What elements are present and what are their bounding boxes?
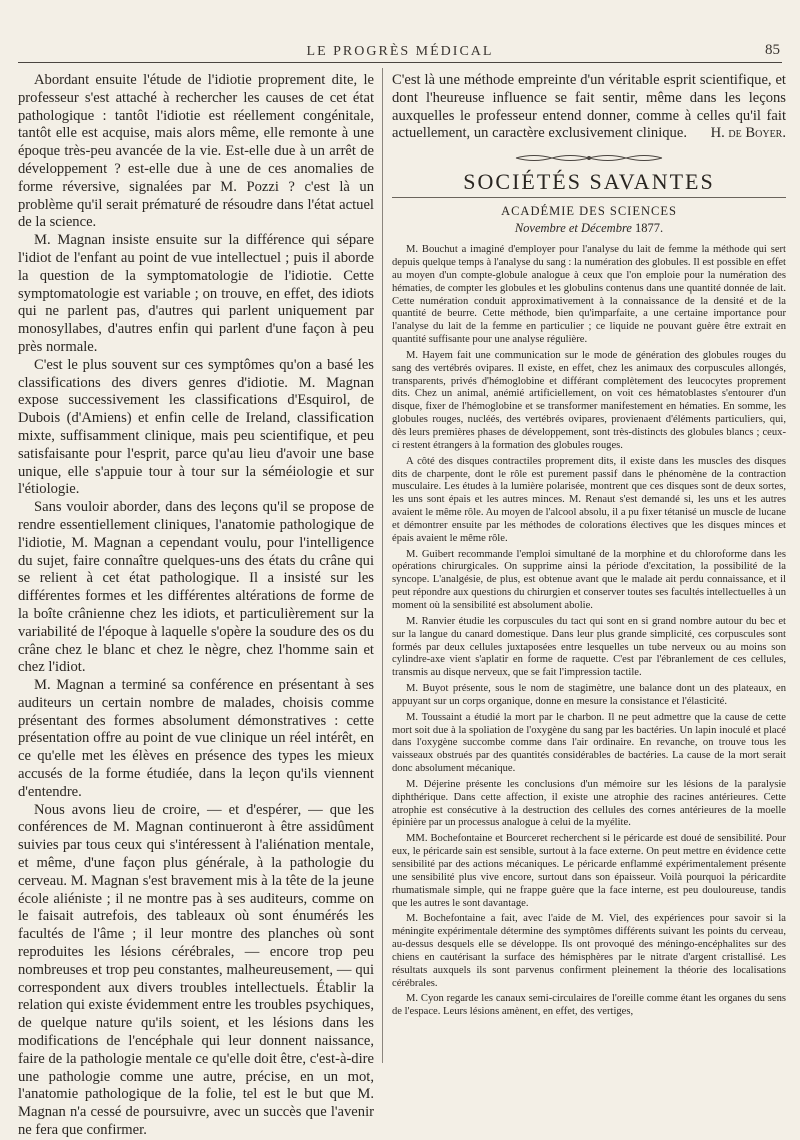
left-column: [18, 72, 374, 1139]
subsection-title: ACADÉMIE DES SCIENCES: [501, 204, 677, 219]
report-paragraph: M. Guibert recommande l'emploi simultané de la morphine et du chloroforme dans les opérations chirurgicales. On supprime ainsi la période d'excitation, la possibilité de la syncope. L'analgésie, de plus, est obtenue avant que le malade ait perdu connaissance, et il peut répondre aux questions du chirurgien et conserver toutes ses facultés intellectuelles à un moment où la sensibilité est absolument abolie.: [392, 548, 786, 611]
report-paragraph: MM. Bochefontaine et Bourceret recherchent si le péricarde est doué de sensibilité. Pour eux, le péricarde sain est sensible, surtout à la face externe. On peut mettre en évidence cette sensibilité par des actions mécaniques. Le péricarde enflammé expérimentalement présente une sensibilité plus vive encore, surtout dans son épaisseur. Voilà pourquoi la péricardite rhumatismale simple, qui ne frappe guère que la face interne, est peu douloureuse, tandis que les autres le sont davantage.: [392, 833, 786, 909]
date-line: [392, 221, 786, 236]
report-paragraph: M. Déjerine présente les conclusions d'un mémoire sur les lésions de la paralysie diphthérique. Dans cette affection, il existe une atrophie des racines antérieures. Cette atrophie est consécutive à la destruction des cellules des cornes antérieures de la moelle épinière par un processus analogue à celui de la myélite.: [392, 778, 786, 829]
right-column: [392, 72, 786, 1062]
running-title: LE PROGRÈS MÉDICAL: [306, 44, 494, 59]
left-paragraph: Sans vouloir aborder, dans des leçons qu'il se propose de rendre essentiellement cliniques, l'anatomie pathologique de l'idiotie, M. Magnan a cependant voulu, pour l'intelligence du sujet, faire connaître quelques-uns des états du crâne qui se relient à cet état pathologique. Il a insisté sur les différentes formes et les différentes altérations de forme de la boîte crânienne chez les idiots, et particulièrement sur la variabilité de l'époque à laquelle s'opère la soudure des os du crâne chez le blanc et chez le nègre, chez l'homme sain et chez l'idiot.: [18, 499, 374, 676]
section-title: SOCIÉTÉS SAVANTES: [392, 169, 786, 198]
report-paragraph: M. Bochefontaine a fait, avec l'aide de M. Viel, des expériences pour savoir si la méningite expérimentale détermine des symptômes différents suivant les points du cerveau, au-dessus desquels elle se développe. Ils ont provoqué des méningo-encéphalites sur des chiens en cautérisant la surface des hémisphères par le nitrate d'argent cristallisé. Les résultats auxquels ils sont parvenus confirment pleinement la théorie des localisations cérébrales.: [392, 913, 786, 989]
conclusion-paragraph: [392, 72, 786, 143]
report-paragraph: M. Cyon regarde les canaux semi-circulaires de l'oreille comme étant les organes du sens de l'espace. Leurs lésions amènent, en effet, des vertiges,: [392, 993, 786, 1018]
column-divider: [382, 68, 383, 1063]
author-signature: H. de Boyer.: [710, 125, 786, 142]
report-paragraph: M. Toussaint a étudié la mort par le charbon. Il ne peut admettre que la cause de cette mort soit due à la spoliation de l'oxygène du sang par les bactéries. Un lapin inoculé et placé dans l'oxygène succombe comme dans l'air ordinaire. En revanche, on trouve tous les vaisseaux obstrués par des quantités considérables de bactéries. La cause de la mort serait donc absolument mécanique.: [392, 711, 786, 775]
date-year: 1877.: [635, 221, 664, 236]
left-paragraph: Nous avons lieu de croire, — et d'espérer, — que les conférences de M. Magnan continueront à être assidûment suivies par tous ceux qui s'intéressent à l'aliénation mentale, et même, d'une façon plus générale, à la pathologie du cerveau. M. Magnan s'est bravement mis à la tête de la jeune école aliéniste ; il ne montre pas à ses auditeurs, comme on le faisait autrefois, des tableaux où sont énumérés les facultés de l'âme ; il leur montre des planches où sont reproduites les lésions cérébrales, — encore trop peu nombreuses et trop peu constantes, malheureusement, — qui correspondent aux divers troubles intellectuels. Établir la relation qui existe évidemment entre les troubles psychiques, de quelque nature qu'ils soient, et les lésions dans les modifications de l'encéphale qui leur donnent naissance, faire de la pathologie mentale ce qu'elle doit être, c'est-à-dire une pathologie comme une autre, précise, en un mot, l'anatomie pathologique de la folie, tel est le but que M. Magnan n'a cessé de poursuivre, avec un succès que l'avenir ne fera que confirmer.: [18, 801, 374, 1139]
left-paragraph: M. Magnan a terminé sa conférence en présentant à ses auditeurs un certain nombre de malades, choisis comme présentant des formes absolument démonstratives : cette présentation offre au point de vue clinique un réel intérêt, en ce qu'elle met les élèves en présence des types les mieux accusés de la forme étudiée, dans la leçon qu'ils viennent d'entendre.: [18, 677, 374, 800]
conclusion-text: C'est là une méthode empreinte d'un véritable esprit scientifique, et dont l'heureuse influence se fait sentir, même dans les leçons auxquelles le professeur entend donner, comme à celles qu'il fait actuellement, un caractère exclusivement clinique.: [392, 72, 786, 142]
article-conclusion: [392, 72, 786, 143]
report-paragraph: M. Hayem fait une communication sur le mode de génération des globules rouges du sang des vertébrés ovipares. Il existe, en effet, chez les animaux des corpuscules allongés, transparents, privés d'hémoglobine et différant complètement des leucocytes proprement dits. Chez un animal, anémié artificiellement, on voit ces hématoblastes s'entourer d'un disque, fixer de l'hémoglobine et se transformer manifestement en hématies. En somme, les globules rouges, nucléés, des vertébrés ovipares, provienaent d'éléments particuliers, qui, dès leurs premières phases de développement, sont très-distincts des globules blancs ; ceux-ci restent étrangers à la formation des globules rouges.: [392, 349, 786, 451]
report-paragraph: M. Ranvier étudie les corpuscules du tact qui sont en si grand nombre autour du bec et sur la langue du canard domestique. Dans leur plus grande simplicité, ces corpuscules sont formés par deux cellules juxtaposées entre lesquelles un tube nerveux ou au moins son cylindre-axe vient s'aplatir en forme de raquette. C'est par l'ébranlement de ces cellules, transmis au disque nerveux, que se fait l'impression tactile.: [392, 615, 786, 679]
report-paragraph: A côté des disques contractiles proprement dits, il existe dans les muscles des disques dits de charpente, dont le rôle est purement passif dans le phénomène de la contraction musculaire. Les études à la lumière polarisée, montrent que ces disques sont de deux sortes, les uns sont épais et les autres minces. M. Renaut s'est demandé si, les uns et les autres avaient le même rôle. Au moyen de l'alcool absolu, il a pu fixer tétanisé un muscle de lucane et démontrer ensuite par les méthodes de colorations électives que les disques minces et épais avaient le même rôle.: [392, 455, 786, 544]
report-paragraph: M. Bouchut a imaginé d'employer pour l'analyse du lait de femme la méthode qui sert depuis quelque temps à l'analyse du sang : la numération des globules. Il est possible en effet au moyen d'un compte-globule analogue à ceux que l'on emploie pour la numération des hématies, de compter les globules et les globulins contenus dans une quantité donnée de lait. Cette numération conduit approximativement à la connaissance de la densité et de la quantité de beurre. Cette méthode, bien qu'imparfaite, a une certaine importance pour l'analyse du lait de la femme en particulier ; ce liquide ne pouvant guère être extrait en quantité suffisante pour une analyse régulière.: [392, 244, 786, 346]
academy-report: [392, 244, 786, 1019]
running-header: [18, 40, 782, 63]
left-paragraph: C'est le plus souvent sur ces symptômes qu'on a basé les classifications des divers genres d'idiotie. M. Magnan expose successivement les classifications d'Esquirol, de Dubois (d'Amiens) et enfin celle de Ireland, classification mixte, suffisamment clinique, mais peu scientifique, et peu satisfaisante pour l'esprit, parce qu'au lieu d'avoir une base unique, elle s'appuie tour à tour sur la séméiologie et sur l'étiologie.: [18, 356, 374, 498]
page-number: 85: [765, 42, 780, 58]
left-paragraph: Abordant ensuite l'étude de l'idiotie proprement dite, le professeur s'est attaché à rechercher les causes de cet état pathologique : tantôt l'idiotie est réellement congénitale, tantôt elle est acquise, mais alors même, elle remonte à une époque très-peu avancée de la vie. Est-elle due à un arrêt de développement ? est-elle due à une de ces anomalies de forme réversive, signalées par M. Pozzi ? c'est là un problème qu'il serait prématuré de résoudre dans l'état actuel de la science.: [18, 72, 374, 231]
left-paragraph: M. Magnan insiste ensuite sur la différence qui sépare l'idiot de l'enfant au point de vue intellectuel ; puis il aborde la question de la symptomatologie de l'idiotie. Cette symptomatologie est variable ; on trouve, en effet, des idiots qui ne parlent pas, d'autres qui parlent uniquement par monosyllabes, d'autres enfin qui parlent d'une façon à peu près normale.: [18, 232, 374, 355]
date-months: Novembre et Décembre: [514, 221, 632, 236]
report-paragraph: M. Buyot présente, sous le nom de stagimètre, une balance dont un des plateaux, en appuyant sur un corps organique, donne en mesure la consistance et l'élasticité.: [392, 683, 786, 707]
ornament-divider-icon: [514, 153, 664, 163]
